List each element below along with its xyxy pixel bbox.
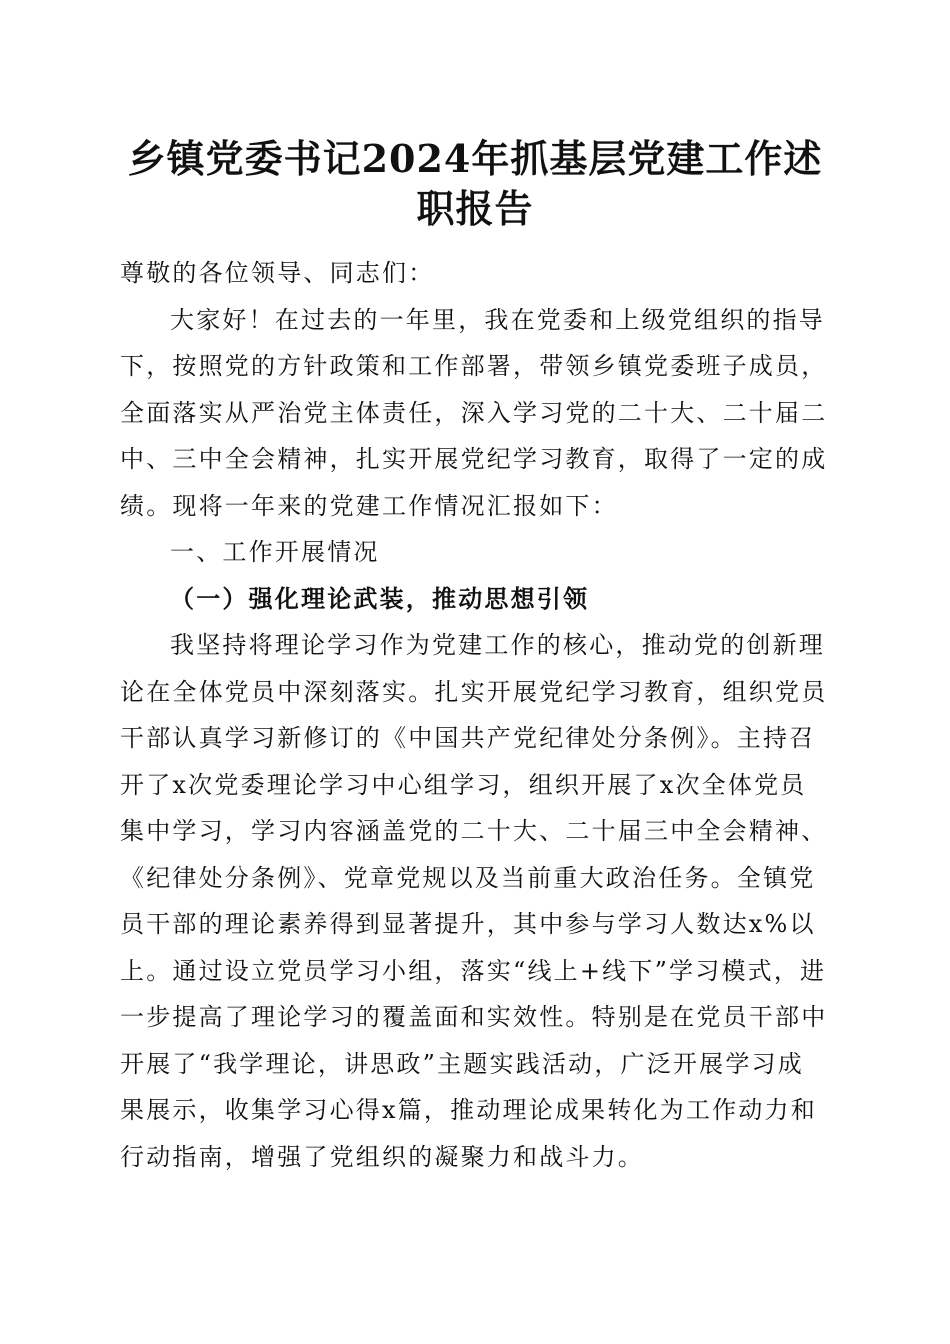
document-title: 乡镇党委书记2024年抓基层党建工作述职报告 bbox=[127, 136, 823, 231]
document-body bbox=[120, 250, 830, 1180]
salutation: 尊敬的各位领导、同志们： bbox=[120, 259, 435, 287]
intro-paragraph: 大家好！在过去的一年里，我在党委和上级党组织的指导下，按照党的方针政策和工作部署，带领乡镇党委班子成员，全面落实从严治党主体责任，深入学习党的二十大、二十届二中、三中全会精神，扎实开展党纪学习教育，取得了一定的成绩。现将一年来的党建工作情况汇报如下： bbox=[120, 305, 828, 520]
subsection-heading: （一）强化理论武装，推动思想引领 bbox=[170, 583, 590, 613]
section-heading: 一、工作开展情况 bbox=[170, 538, 380, 566]
body-paragraph: 我坚持将理论学习作为党建工作的核心，推动党的创新理论在全体党员中深刻落实。扎实开展党纪学习教育，组织党员干部认真学习新修订的《中国共产党纪律处分条例》。主持召开了x次党委理论学习中心组学习，组织开展了x次全体党员集中学习，学习内容涵盖党的二十大、二十届三中全会精神、《纪律处分条例》、党章党规以及当前重大政治任务。全镇党员干部的理论素养得到显著提升，其中参与学习人数达x%以上。通过设立党员学习小组，落实“线上+线下”学习模式，进一步提高了理论学习的覆盖面和实效性。特别是在党员干部中开展了“我学理论，讲思政”主题实践活动，广泛开展学习成果展示，收集学习心得x篇，推动理论成果转化为工作动力和行动指南，增强了党组织的凝聚力和战斗力。 bbox=[120, 631, 828, 1171]
